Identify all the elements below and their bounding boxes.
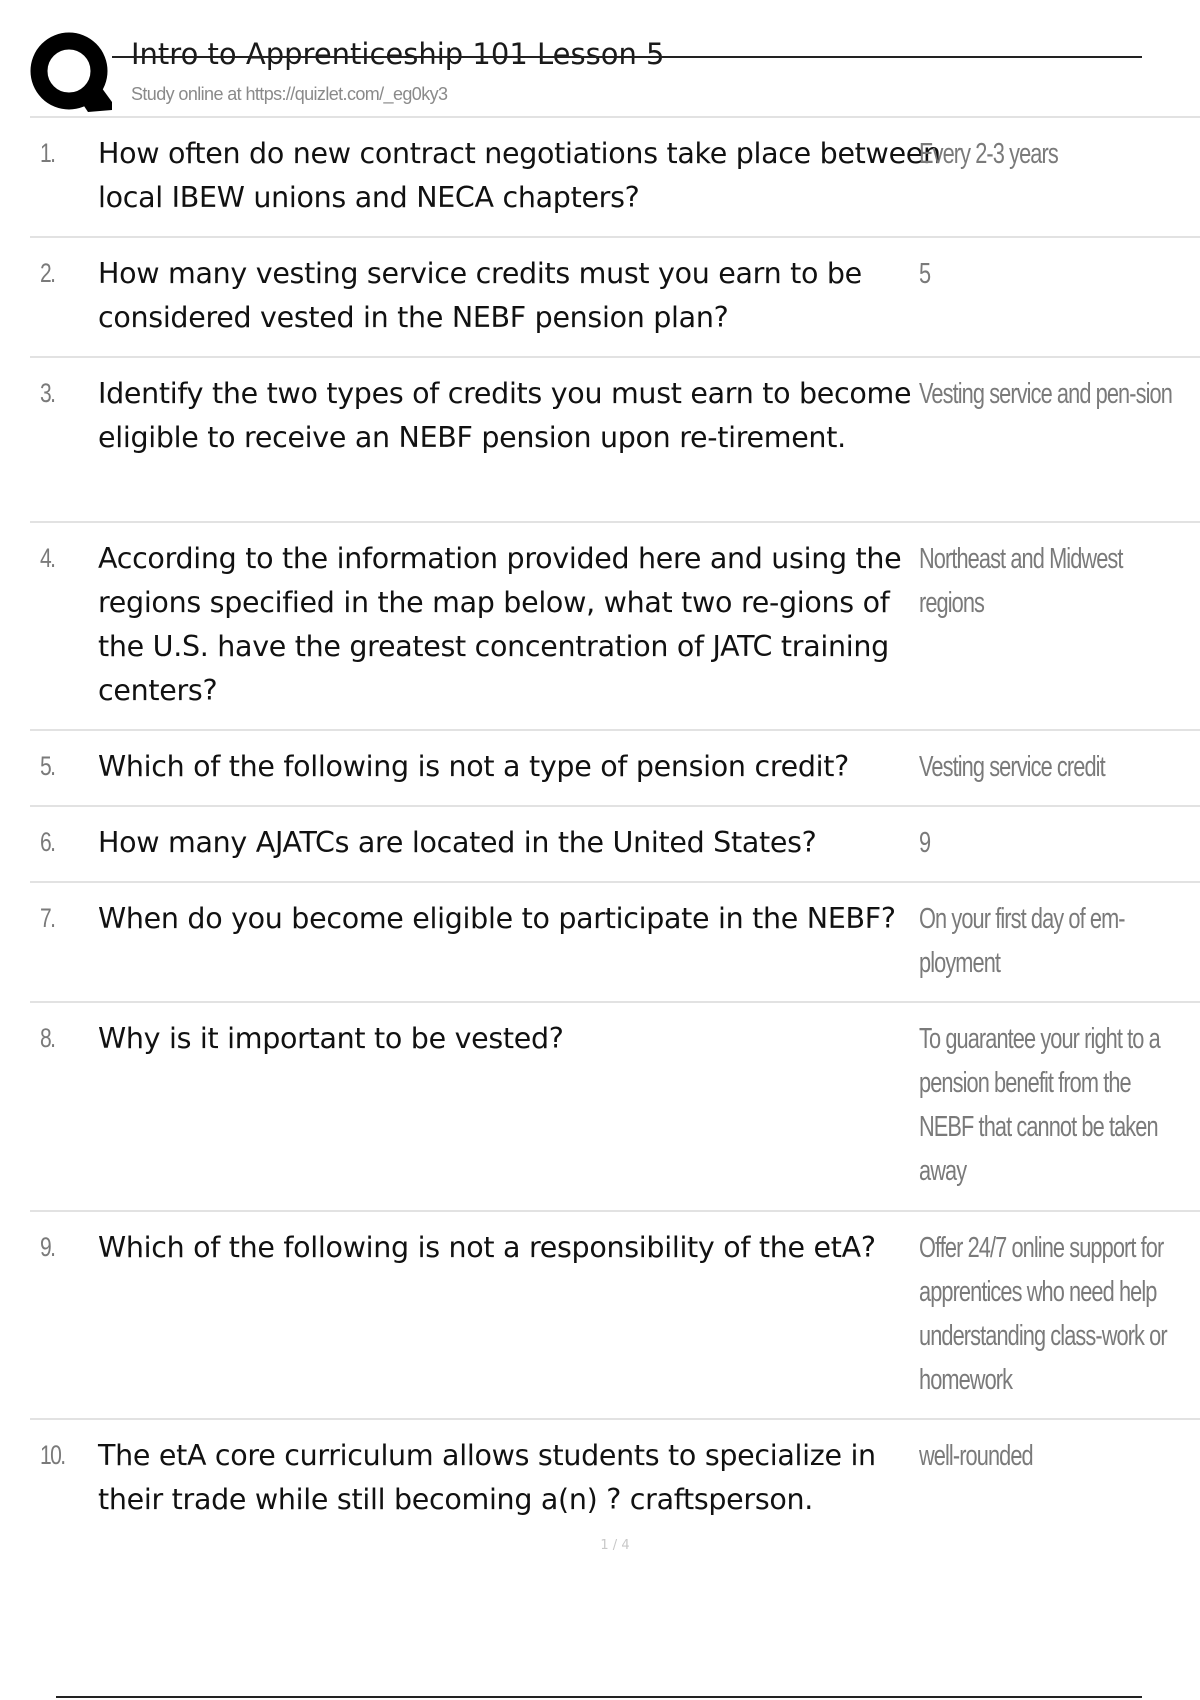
card-term: How many vesting service credits must you earn to be considered vested in the NEBF pension plan? (98, 257, 862, 334)
card-definition: well-rounded (919, 1440, 1033, 1472)
card-term: How many AJATCs are located in the United States? (98, 826, 817, 859)
flashcard-row (30, 238, 1200, 358)
card-term: Identify the two types of credits you must earn to become eligible to receive an NEBF pension upon re-tirement. (98, 377, 912, 454)
card-number: 3. (40, 378, 55, 408)
quizlet-logo-icon (30, 32, 112, 114)
flashcard-row (30, 807, 1200, 883)
card-number: 1. (40, 138, 55, 168)
card-number: 4. (40, 543, 55, 573)
flashcard-row (30, 731, 1200, 807)
card-term: The etA core curriculum allows students to specialize in their trade while still becoming a(n) ? craftsperson. (98, 1439, 876, 1516)
page-number: 1 / 4 (600, 1538, 630, 1553)
card-number: 7. (40, 903, 55, 933)
card-definition: Every 2-3 years (919, 138, 1058, 170)
card-definition: Vesting service and pen-sion (919, 378, 1172, 410)
card-term: How often do new contract negotiations take place between local IBEW unions and NECA chapters? (98, 137, 941, 214)
card-number: 10. (40, 1440, 65, 1470)
card-definition: 9 (919, 827, 931, 859)
card-term: Which of the following is not a type of pension credit? (98, 750, 849, 783)
study-online-link[interactable]: Study online at https://quizlet.com/_eg0ky3 (131, 84, 448, 104)
flashcard-row (30, 523, 1200, 731)
flashcard-row (30, 1003, 1200, 1212)
card-definition: Northeast and Midwest regions (919, 543, 1123, 619)
card-definition: 5 (919, 258, 931, 290)
card-number: 2. (40, 258, 55, 288)
card-number: 6. (40, 827, 55, 857)
title-strike-rule (112, 56, 1142, 58)
card-definition: On your first day of em-ployment (919, 903, 1125, 979)
flashcard-row (30, 1420, 1200, 1540)
card-term: Which of the following is not a responsibility of the etA? (98, 1231, 876, 1264)
card-definition: To guarantee your right to a pension benefit from the NEBF that cannot be taken away (919, 1023, 1160, 1187)
flashcard-row (30, 1212, 1200, 1420)
flashcard-row (30, 883, 1200, 1003)
card-number: 8. (40, 1023, 55, 1053)
document-header (0, 0, 1200, 118)
card-definition: Vesting service credit (919, 751, 1105, 783)
card-term: When do you become eligible to participate in the NEBF? (98, 902, 896, 935)
card-number: 9. (40, 1232, 55, 1262)
card-term: Why is it important to be vested? (98, 1022, 564, 1055)
document-title: Intro to Apprenticeship 101 Lesson 5 (131, 37, 665, 71)
flashcard-list (30, 118, 1200, 1540)
flashcard-row (30, 118, 1200, 238)
card-term: According to the information provided here and using the regions specified in the map below, what two re-gions of the U.S. have the greatest concentration of JATC training centers? (98, 542, 902, 707)
card-number: 5. (40, 751, 55, 781)
flashcard-row (30, 358, 1200, 523)
footer-divider (56, 1696, 1142, 1698)
card-definition: Offer 24/7 online support for apprentices who need help understanding class-work or homework (919, 1232, 1167, 1396)
